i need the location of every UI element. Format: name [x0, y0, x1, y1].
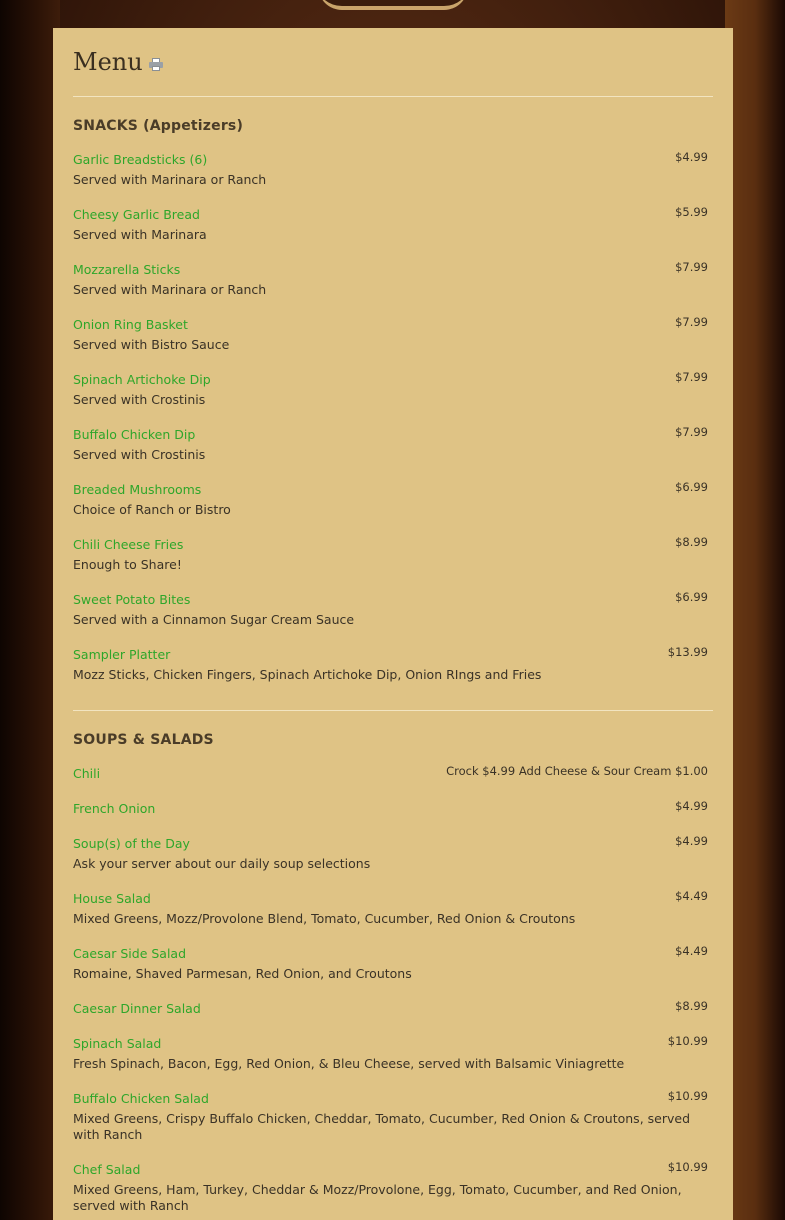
menu-item-price: $6.99 — [675, 480, 708, 494]
section-spacer — [73, 702, 713, 710]
menu-item-name: French Onion — [73, 801, 156, 816]
menu-item — [73, 537, 713, 573]
menu-item-name: House Salad — [73, 891, 151, 906]
menu-item-price: $4.49 — [675, 889, 708, 903]
menu-item-description: Mixed Greens, Ham, Turkey, Cheddar & Mozz/Provolone, Egg, Tomato, Cucumber, and Red Onion, served with Ranch — [73, 1182, 682, 1213]
menu-item-description: Romaine, Shaved Parmesan, Red Onion, and Croutons — [73, 966, 412, 981]
menu-item — [73, 891, 713, 927]
menu-item-price: $10.99 — [667, 1089, 708, 1103]
printer-icon[interactable] — [149, 58, 163, 70]
menu-item-name: Sweet Potato Bites — [73, 592, 191, 607]
menu-item-description: Served with Marinara or Ranch — [73, 172, 267, 187]
menu-item-price: $7.99 — [675, 425, 708, 439]
section-title: SNACKS (Appetizers) — [73, 118, 244, 134]
menu-item-name: Onion Ring Basket — [73, 317, 188, 332]
menu-item-description: Enough to Share! — [73, 557, 182, 572]
menu-item — [73, 1036, 713, 1072]
menu-item-description: Served with Marinara — [73, 227, 207, 242]
menu-item-name: Caesar Side Salad — [73, 946, 187, 961]
menu-item-name: Spinach Salad — [73, 1036, 162, 1051]
menu-item-name: Chili Cheese Fries — [73, 537, 184, 552]
menu-item-description: Choice of Ranch or Bistro — [73, 502, 231, 517]
page-title: Menu — [73, 48, 143, 76]
menu-item-price: $10.99 — [667, 1034, 708, 1048]
menu-item-description: Mixed Greens, Mozz/Provolone Blend, Tomato, Cucumber, Red Onion & Croutons — [73, 911, 576, 926]
menu-item-description: Ask your server about our daily soup selections — [73, 856, 371, 871]
menu-item — [73, 317, 713, 353]
menu-item — [73, 427, 713, 463]
menu-item — [73, 482, 713, 518]
menu-item-description: Served with Crostinis — [73, 392, 206, 407]
header-ornament — [318, 0, 468, 10]
menu-item — [73, 152, 713, 188]
menu-item — [73, 836, 713, 872]
menu-item-description: Served with Crostinis — [73, 447, 206, 462]
menu-item — [73, 1001, 713, 1017]
menu-item-name: Cheesy Garlic Bread — [73, 207, 200, 222]
menu-header — [73, 48, 713, 76]
section-divider — [73, 710, 713, 711]
background-right — [725, 0, 785, 1220]
menu-item-name: Spinach Artichoke Dip — [73, 372, 211, 387]
menu-item-price: $10.99 — [667, 1160, 708, 1174]
menu-item-description: Served with a Cinnamon Sugar Cream Sauce — [73, 612, 355, 627]
menu-item-price: $13.99 — [667, 645, 708, 659]
menu-item-price: $8.99 — [675, 535, 708, 549]
menu-item — [73, 766, 713, 782]
menu-item-name: Soup(s) of the Day — [73, 836, 190, 851]
menu-item — [73, 207, 713, 243]
menu-item-name: Buffalo Chicken Salad — [73, 1091, 209, 1106]
menu-item — [73, 372, 713, 408]
menu-item-price: $4.49 — [675, 944, 708, 958]
section-title: SOUPS & SALADS — [73, 732, 214, 748]
menu-item-name: Chef Salad — [73, 1162, 141, 1177]
menu-panel — [53, 28, 733, 1220]
menu-item-name: Breaded Mushrooms — [73, 482, 202, 497]
menu-item — [73, 592, 713, 628]
menu-item-price: $4.99 — [675, 834, 708, 848]
menu-item-price: Crock $4.99 Add Cheese & Sour Cream $1.00 — [446, 764, 708, 778]
menu-item — [73, 946, 713, 982]
menu-item-price: $6.99 — [675, 590, 708, 604]
menu-item-name: Garlic Breadsticks (6) — [73, 152, 208, 167]
section-divider — [73, 96, 713, 97]
menu-item — [73, 262, 713, 298]
background-left — [0, 0, 60, 1220]
menu-item-description: Served with Marinara or Ranch — [73, 282, 267, 297]
menu-item-price: $7.99 — [675, 260, 708, 274]
menu-item-description: Mixed Greens, Crispy Buffalo Chicken, Cheddar, Tomato, Cucumber, Red Onion & Croutons, served with Ranch — [73, 1111, 691, 1142]
menu-item-name: Mozzarella Sticks — [73, 262, 181, 277]
menu-item-description: Mozz Sticks, Chicken Fingers, Spinach Artichoke Dip, Onion RIngs and Fries — [73, 667, 542, 682]
menu-item-name: Buffalo Chicken Dip — [73, 427, 196, 442]
menu-item-description: Fresh Spinach, Bacon, Egg, Red Onion, & Bleu Cheese, served with Balsamic Viniagrette — [73, 1056, 625, 1071]
menu-item-description: Served with Bistro Sauce — [73, 337, 230, 352]
menu-item-price: $7.99 — [675, 370, 708, 384]
menu-sections — [73, 96, 713, 1214]
menu-item — [73, 801, 713, 817]
menu-item-name: Chili — [73, 766, 101, 781]
menu-item-price: $7.99 — [675, 315, 708, 329]
menu-item-name: Sampler Platter — [73, 647, 171, 662]
menu-item — [73, 647, 713, 683]
menu-item-name: Caesar Dinner Salad — [73, 1001, 201, 1016]
menu-item-price: $5.99 — [675, 205, 708, 219]
menu-item-price: $8.99 — [675, 999, 708, 1013]
menu-item — [73, 1162, 713, 1214]
menu-item — [73, 1091, 713, 1143]
menu-item-price: $4.99 — [675, 799, 708, 813]
menu-item-price: $4.99 — [675, 150, 708, 164]
